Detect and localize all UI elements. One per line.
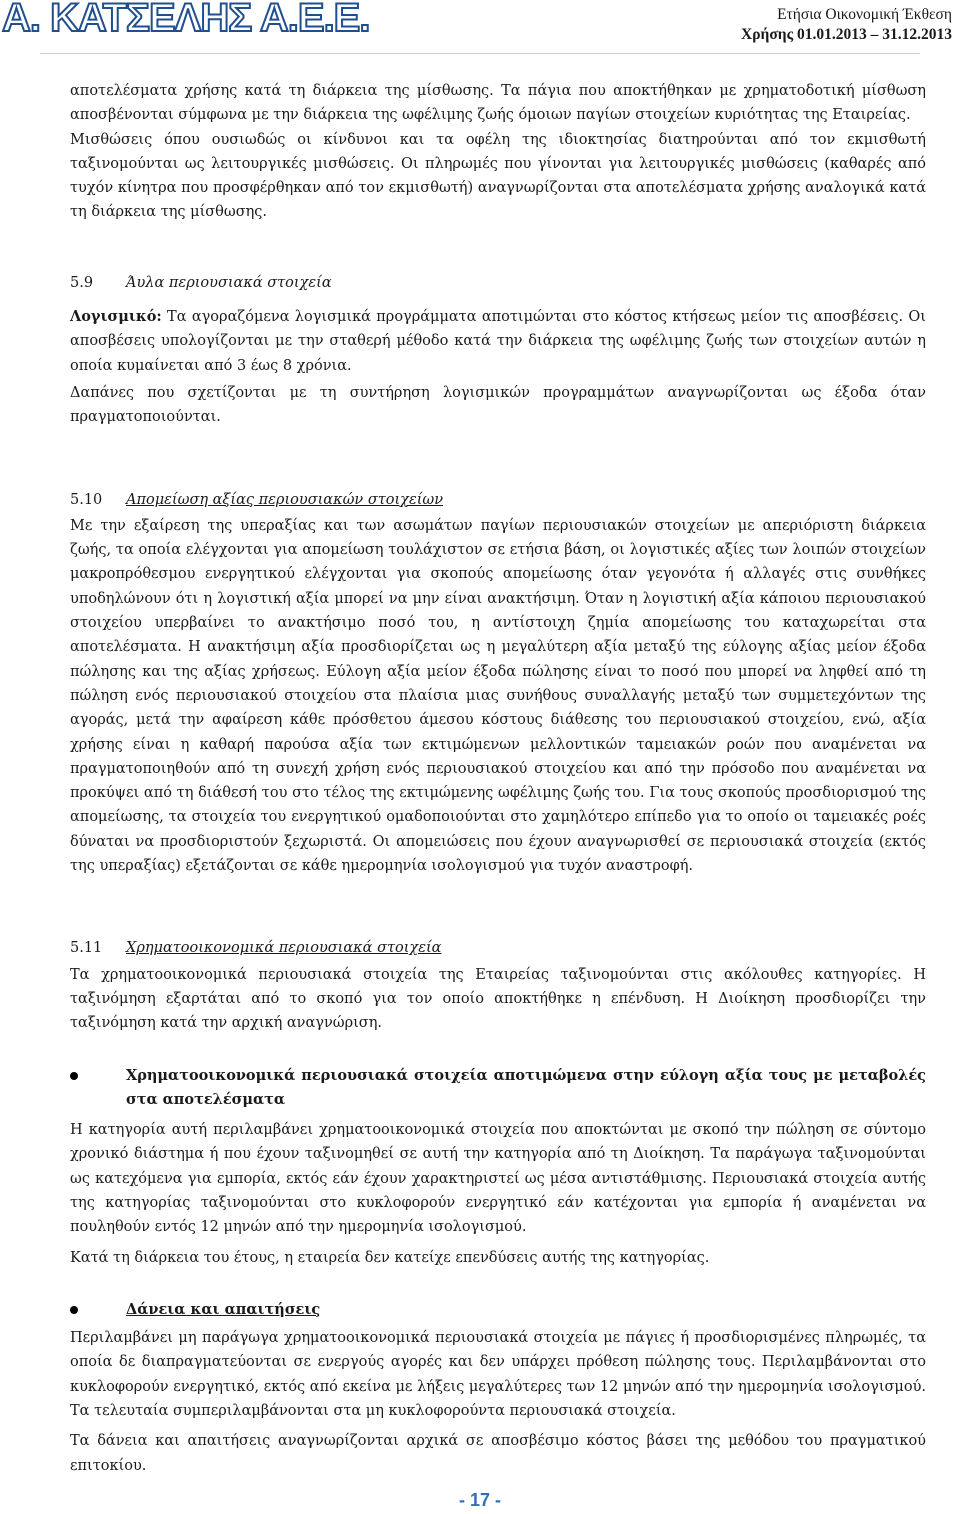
bullet-title: Χρηματοοικονομικά περιουσιακά στοιχεία αποτιμώμενα στην εύλογη αξία τους με μεταβολές στα αποτελέσματα — [126, 1066, 926, 1108]
paragraph: αποτελέσματα χρήσης κατά τη διάρκεια της μίσθωσης. Τα πάγια που αποκτήθηκαν με χρηματοδοτική μίσθωση αποσβένονται σύμφωνα με την διάρκεια της ωφέλιμης ζωής όμοιων παγίων στοιχείων κυριότητας της Εταιρείας. — [70, 83, 926, 124]
bullet-title: Δάνεια και απαιτήσεις — [126, 1300, 321, 1318]
section-heading-5-10 — [70, 488, 926, 512]
paragraph: Κατά τη διάρκεια του έτους, η εταιρεία δεν κατείχε επενδύσεις αυτής της κατηγορίας. — [70, 1249, 710, 1266]
report-title — [741, 5, 952, 45]
paragraph: Δαπάνες που σχετίζονται με τη συντήρηση λογισμικών προγραμμάτων αναγνωρίζονται ως έξοδα όταν πραγματοποιούνται. — [70, 384, 926, 426]
paragraph: Η κατηγορία αυτή περιλαμβάνει χρηματοοικονομικά στοιχεία που αποκτώνται με σκοπό την πώληση σε σύντομο χρονικό διάστημα ή που έχουν ταξινομηθεί σε αυτή την κατηγορία από τη Διοίκηση. Τα παράγωγα ταξινομούνται ως κατεχόμενα για εμπορία, εκτός εάν έχουν χαρακτηριστεί ως μέσα αντιστάθμισης. Περιουσιακά στοιχεία αυτής της κατηγορίας ταξινομούνται στο κυκλοφορούν ενεργητικό εάν κατέχονται για εμπορία ή αναμένεται να πουληθούν εντός 12 μηνών από την ημερομηνία ισολογισμού. — [70, 1122, 926, 1236]
page-header — [0, 0, 960, 50]
list-item — [70, 1064, 926, 1113]
document-body — [70, 79, 926, 1478]
paragraph: Με την εξαίρεση της υπεραξίας και των ασωμάτων παγίων περιουσιακών στοιχείων με απεριόριστη διάρκεια ζωής, τα οποία ελέγχονται για απομείωση τουλάχιστον σε ετήσια βάση, οι λογιστικές αξίες των λοιπών στοιχείων μακροπρόθεσμου ενεργητικού ελέγχονται για σκοπούς απομείωσης όταν γεγονότα ή αλλαγές στις συνθήκες υποδηλώνουν ότι η λογιστική αξία μπορεί να μην είναι ανακτήσιμη. Όταν η λογιστική αξία κάποιου περιουσιακού στοιχείου υπερβαίνει το ανακτήσιμο ποσό του, η αντίστοιχη ζημία απομείωσης του καταχωρείται στα αποτελέσματα. Η ανακτήσιμη αξία προσδιορίζεται ως η μεγαλύτερη αξία μεταξύ της εύλογης αξίας μείον έξοδα πώλησης και της αξίας χρήσεως. Εύλογη αξία μείον έξοδα πώλησης είναι το ποσό που μπορεί να ληφθεί από τη πώληση ενός περιουσιακού στοιχείου στα πλαίσια μιας συνήθους συναλλαγής μεταξύ των συμμετεχόντων της αγοράς, μετά την αφαίρεση κάθε πρόσθετου άμεσου κόστους διάθεσης του περιουσιακού στοιχείου, ενώ, αξία χρήσης είναι η καθαρή παρούσα αξία των εκτιμώμενων μελλοντικών ταμειακών ροών που αναμένεται να πραγματοποιηθούν από τη συνεχή χρήση ενός περιουσιακού στοιχείου και από την πρόσοδο που αναμένεται να προκύψει από τη διάθεσή του στο τέλος της εκτιμώμενης ωφέλιμης ζωής του. Για τους σκοπούς προσδιορισμού της απομείωσης, τα στοιχεία του ενεργητικού ομαδοποιούνται στο χαμηλότερο επίπεδο για το οποίο οι ταμειακές ροές δύναται να προσδιοριστούν ξεχωριστά. Οι απομειώσεις που έχουν αναγνωρισθεί σε περιουσιακά στοιχεία (εκτός της υπεραξίας) εξετάζονται σε κάθε ημερομηνία ισολογισμού για τυχόν αναστροφή. — [70, 517, 926, 875]
paragraph: Περιλαμβάνει μη παράγωγα χρηματοοικονομικά περιουσιακά στοιχεία με πάγιες ή προσδιορισμένες πληρωμές, τα οποία δε διαπραγματεύονται σε ενεργούς αγορές και δεν υπάρχει πρόθεση πώλησης τους. Περιλαμβάνονται στο κυκλοφορούν ενεργητικό, εκτός από εκείνα με λήξεις μεγαλύτερες των 12 μηνών από την ημερομηνία ισολογισμού. Τα τελευταία συμπεριλαμβάνονται στα μη κυκλοφορούντα περιουσιακά στοιχεία. — [70, 1330, 926, 1420]
report-title-line1: Ετήσια Οικονομική Έκθεση — [777, 6, 952, 23]
section-title: Απομείωση αξίας περιουσιακών στοιχείων — [126, 491, 444, 508]
company-logo: Α. ΚΑΤΣΕΛΗΣ Α.Ε.Ε. — [2, 0, 370, 40]
lead-term: Λογισμικό: — [70, 308, 162, 326]
section-title: Χρηματοοικονομικά περιουσιακά στοιχεία — [126, 940, 442, 957]
paragraph: Τα δάνεια και απαιτήσεις αναγνωρίζονται αρχικά σε αποσβέσιμο κόστος βάσει της μεθόδου του πραγματικού επιτοκίου. — [70, 1433, 926, 1474]
section-title: Άυλα περιουσιακά στοιχεία — [126, 274, 332, 291]
paragraph: Τα χρηματοοικονομικά περιουσιακά στοιχεία της Εταιρείας ταξινομούνται στις ακόλουθες κατηγορίες. Η ταξινόμηση εξαρτάται από το σκοπό για τον οποίο αποκτήθηκε η επένδυση. Η Διοίκηση προσδιορίζει την ταξινόμηση κατά την αρχική αναγνώριση. — [70, 966, 926, 1032]
bullet-icon — [70, 1306, 78, 1314]
list-item — [70, 1298, 926, 1322]
section-number: 5.11 — [70, 940, 103, 957]
paragraph-text: Τα αγοραζόμενα λογισμικά προγράμματα αποτιμώνται στο κόστος κτήσεως μείον τις αποσβέσεις. Οι αποσβέσεις υπολογίζονται με την σταθερή μέθοδο κατά την διάρκεια της ωφέλιμης ζωής των στοιχείων αυτών η οποία κυμαίνεται από 3 έως 8 χρόνια. — [70, 309, 926, 374]
paragraph — [70, 305, 926, 378]
section-number: 5.9 — [70, 274, 94, 291]
section-heading-5-9 — [70, 271, 926, 295]
page-number: - 17 - — [458, 1490, 501, 1510]
header-divider — [40, 53, 920, 54]
bullet-icon — [70, 1072, 78, 1080]
paragraph: Μισθώσεις όπου ουσιωδώς οι κίνδυνοι και τα οφέλη της ιδιοκτησίας διατηρούνται από τον εκμισθωτή ταξινομούνται ως λειτουργικές μισθώσεις. Οι πληρωμές που γίνονται για λειτουργικές μισθώσεις (καθαρές από τυχόν κίνητρα που προσφέρθηκαν από τον εκμισθωτή) αναγνωρίζονται στα αποτελέσματα χρήσης αναλογικά κατά τη διάρκεια της μίσθωσης. — [70, 131, 926, 221]
section-number: 5.10 — [70, 491, 103, 508]
report-period: Χρήσης 01.01.2013 – 31.12.2013 — [741, 26, 952, 43]
section-heading-5-11 — [70, 936, 926, 960]
